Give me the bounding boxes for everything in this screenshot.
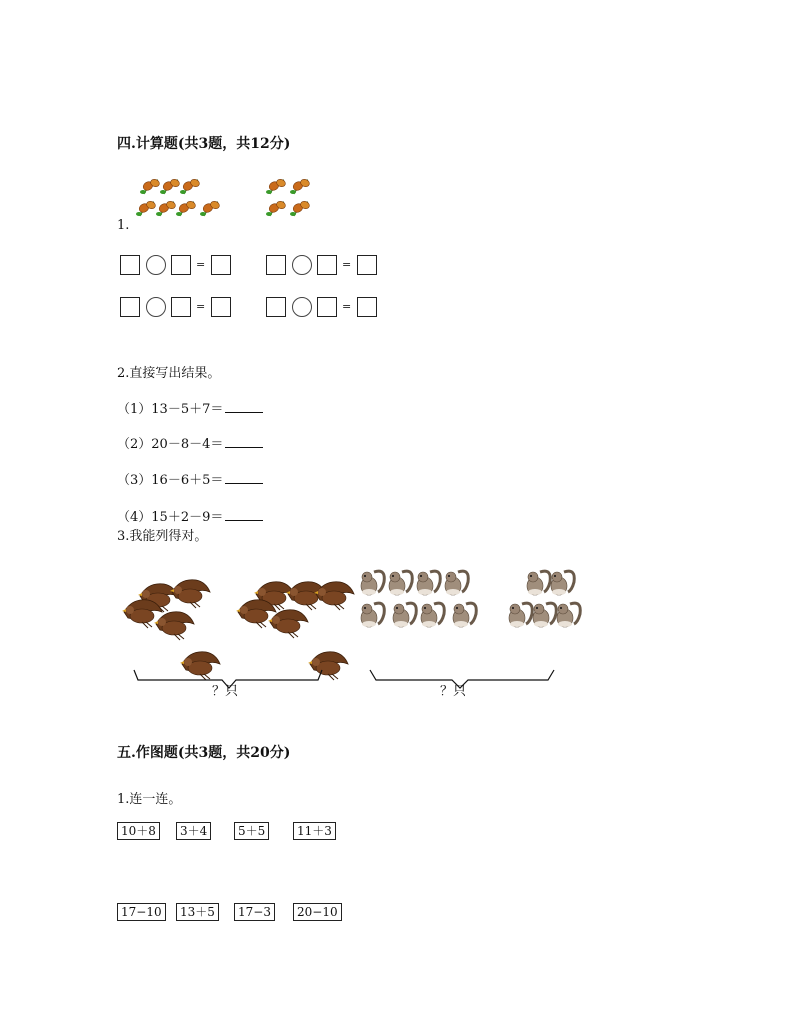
equals-sign: =	[342, 300, 352, 313]
match-card-top[interactable]: 5＋5	[234, 822, 269, 840]
birds-count-label: ？只	[212, 684, 239, 699]
match-card-top[interactable]: 3＋4	[176, 822, 211, 840]
braces	[130, 668, 560, 690]
arith-item: （3）16－6＋5＝	[117, 469, 263, 488]
section5-title: 五.作图题(共3题，共20分)	[117, 745, 291, 761]
answer-blank[interactable]	[225, 435, 263, 448]
operator-circle[interactable]	[146, 255, 166, 275]
answer-box[interactable]	[211, 255, 231, 275]
equals-sign: =	[196, 300, 206, 313]
answer-box[interactable]	[211, 297, 231, 317]
arith-item: （1）13－5＋7＝	[117, 398, 263, 417]
leaves-group-right	[262, 174, 322, 222]
answer-box[interactable]	[357, 255, 377, 275]
squirrels-picture	[354, 566, 584, 638]
operator-circle[interactable]	[292, 297, 312, 317]
answer-box[interactable]	[171, 297, 191, 317]
section4-title: 四.计算题(共3题，共12分)	[117, 136, 291, 152]
answer-box[interactable]	[357, 297, 377, 317]
answer-blank[interactable]	[225, 508, 263, 521]
operator-circle[interactable]	[146, 297, 166, 317]
equals-sign: =	[342, 258, 352, 271]
arith-item: （2）20－8－4＝	[117, 433, 263, 452]
q3-prompt: 3.我能列得对。	[117, 529, 208, 544]
q1-number: 1.	[117, 218, 130, 233]
eagles-picture	[118, 570, 358, 682]
answer-box[interactable]	[317, 297, 337, 317]
equals-sign: =	[196, 258, 206, 271]
match-card-bottom[interactable]: 13＋5	[176, 903, 219, 921]
match-card-bottom[interactable]: 20−10	[293, 903, 342, 921]
answer-box[interactable]	[317, 255, 337, 275]
answer-blank[interactable]	[225, 471, 263, 484]
match-card-bottom[interactable]: 17−3	[234, 903, 275, 921]
match-card-top[interactable]: 11＋3	[293, 822, 336, 840]
q1-connect-prompt: 1.连一连。	[117, 792, 182, 807]
q2-prompt: 2.直接写出结果。	[117, 366, 221, 381]
answer-box[interactable]	[266, 297, 286, 317]
squirrels-count-label: ？只	[440, 684, 467, 699]
answer-blank[interactable]	[225, 400, 263, 413]
answer-box[interactable]	[120, 297, 140, 317]
match-card-top[interactable]: 10＋8	[117, 822, 160, 840]
leaves-group-left	[134, 174, 234, 222]
match-card-bottom[interactable]: 17−10	[117, 903, 166, 921]
operator-circle[interactable]	[292, 255, 312, 275]
answer-box[interactable]	[171, 255, 191, 275]
answer-box[interactable]	[266, 255, 286, 275]
arith-item: （4）15＋2－9＝	[117, 506, 263, 525]
answer-box[interactable]	[120, 255, 140, 275]
